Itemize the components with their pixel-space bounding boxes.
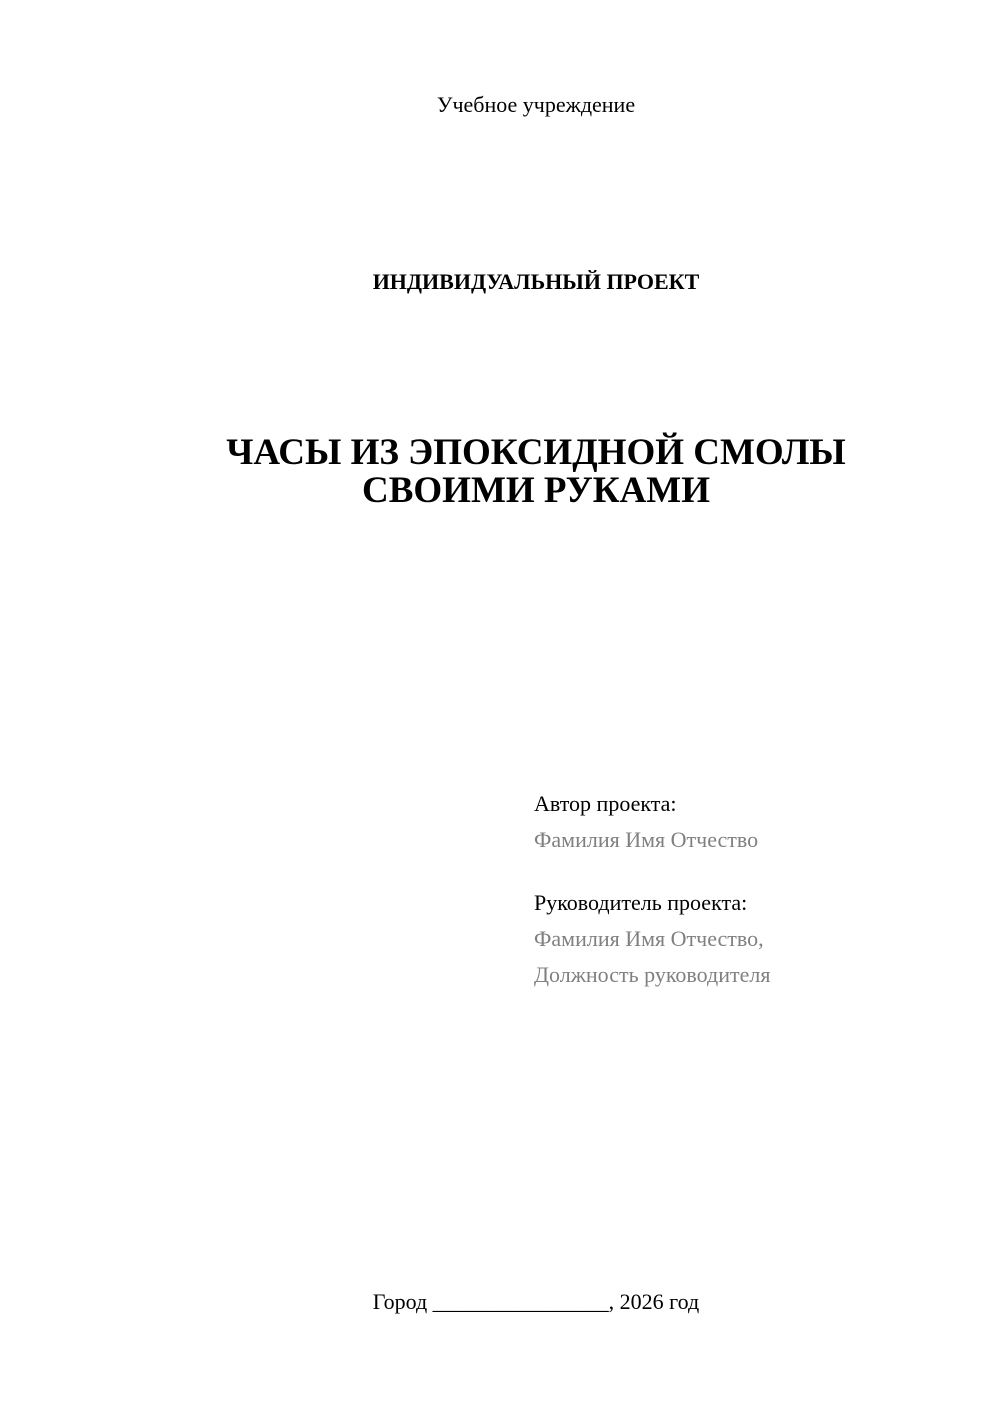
document-type: ИНДИВИДУАЛЬНЫЙ ПРОЕКТ (372, 269, 700, 294)
supervisor-label: Руководитель проекта: (534, 890, 748, 915)
project-title (0, 434, 1000, 510)
institution-name: Учебное учреждение (436, 92, 636, 117)
project-info-block (534, 786, 974, 993)
supervisor-position: Должность руководителя (534, 962, 771, 987)
author-label: Автор проекта: (534, 791, 677, 816)
project-title-line: ЧАСЫ ИЗ ЭПОКСИДНОЙ СМОЛЫ (226, 432, 846, 473)
supervisor-name: Фамилия Имя Отчество, (534, 926, 764, 951)
author-name: Фамилия Имя Отчество (534, 827, 759, 852)
city-year-line: Город ________________, 2026 год (372, 1289, 700, 1314)
spacer (534, 858, 974, 885)
project-title-line: СВОИМИ РУКАМИ (362, 470, 710, 511)
